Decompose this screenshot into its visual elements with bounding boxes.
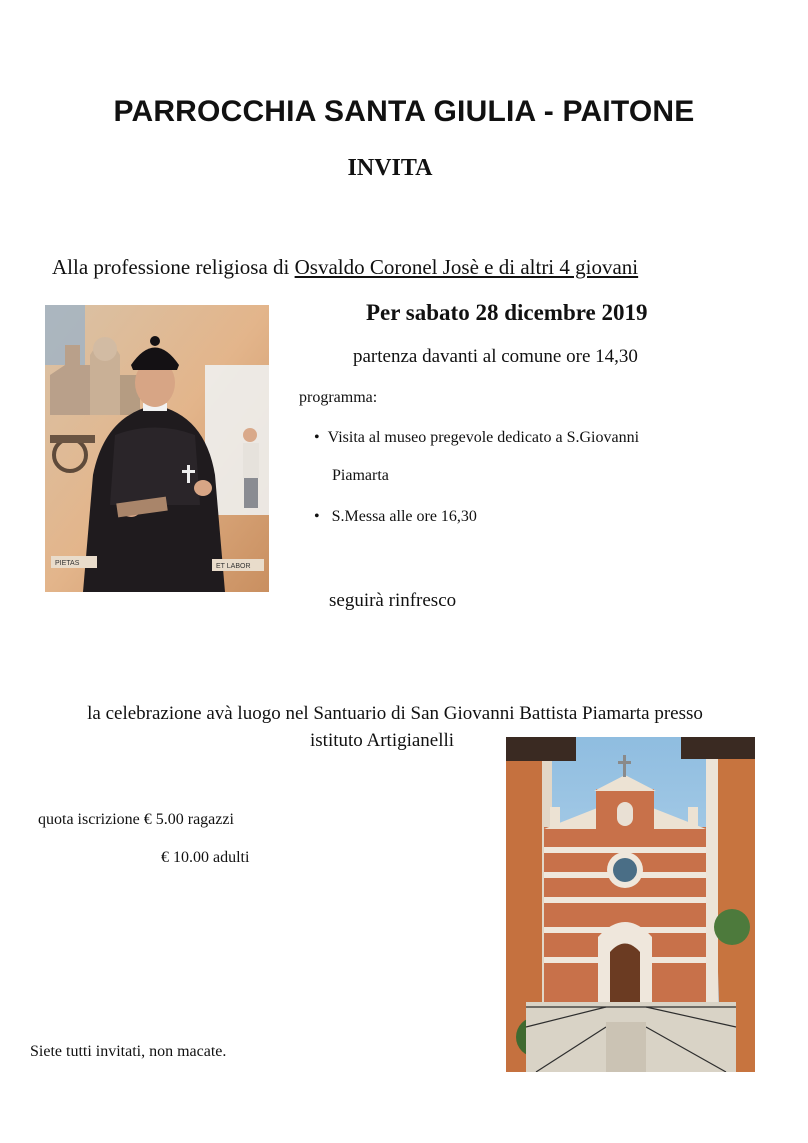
program-item-text: Visita al museo pregevole dedicato a S.Giovanni xyxy=(327,429,640,446)
portrait-image xyxy=(45,305,269,592)
venue-line-2: istituto Artigianelli xyxy=(310,730,455,751)
program-item-continuation: Piamarta xyxy=(332,467,389,484)
fee-kids: quota iscrizione € 5.00 ragazzi xyxy=(38,811,234,828)
venue-line-1: la celebrazione avà luogo nel Santuario di San Giovanni Battista Piamarta presso xyxy=(87,703,703,724)
departure-time: partenza davanti al comune ore 14,30 xyxy=(353,346,638,367)
program-item xyxy=(314,508,477,526)
program-label: programma: xyxy=(299,389,378,406)
event-date: Per sabato 28 dicembre 2019 xyxy=(366,300,648,325)
fee-adults: € 10.00 adulti xyxy=(161,849,250,866)
page-title: PARROCCHIA SANTA GIULIA - PAITONE xyxy=(113,95,695,128)
portrait-caption-left: PIETAS xyxy=(55,560,80,567)
church-image xyxy=(506,737,755,1072)
intro-names: Osvaldo Coronel Josè e di altri 4 giovani xyxy=(294,255,639,279)
bullet-icon: • xyxy=(314,429,320,446)
closing-line: Siete tutti invitati, non macate. xyxy=(30,1043,227,1060)
refreshments-note: seguirà rinfresco xyxy=(329,590,457,611)
intro-line xyxy=(52,255,638,280)
program-item xyxy=(314,429,639,447)
invita-heading: INVITA xyxy=(347,155,433,181)
intro-prefix: Alla professione religiosa di xyxy=(52,255,295,279)
program-item-text: S.Messa alle ore 16,30 xyxy=(331,508,477,525)
bullet-icon: • xyxy=(314,508,320,525)
portrait-caption-right: ET LABOR xyxy=(216,563,251,570)
